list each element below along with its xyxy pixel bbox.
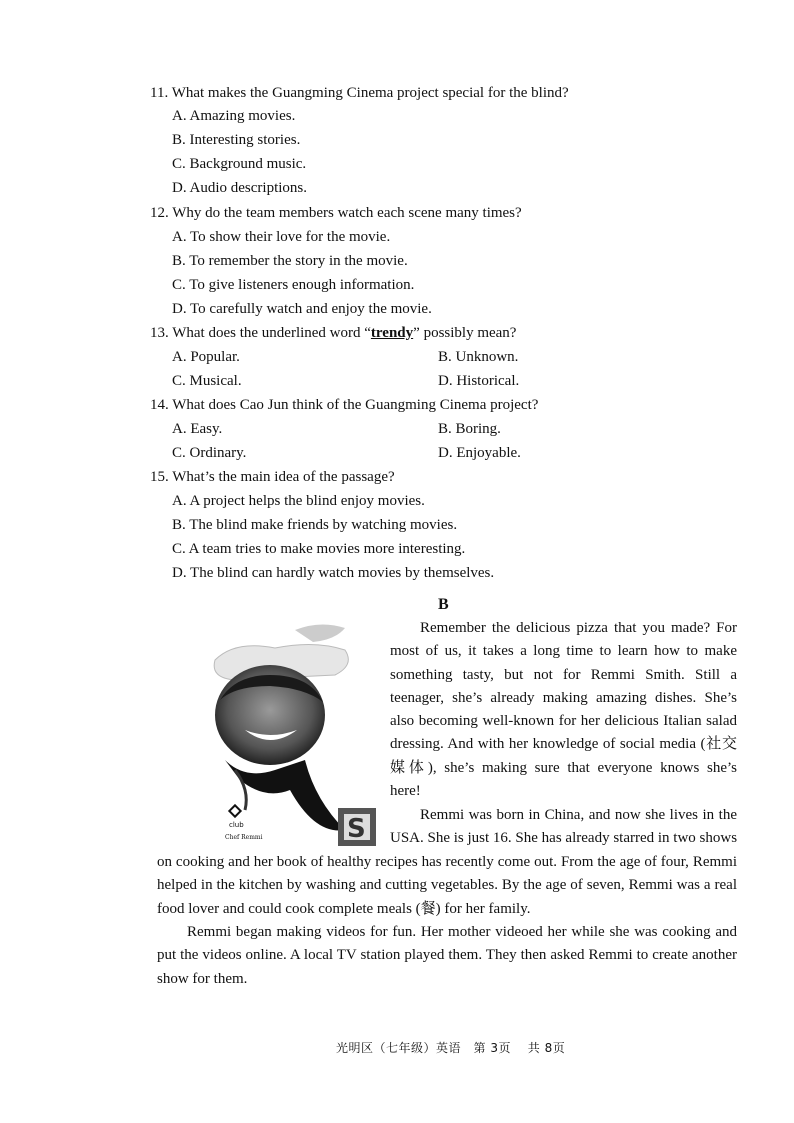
question-14-option-d: D. Enjoyable. [438,445,521,461]
question-15-option-c: C. A team tries to make movies more interesting. [172,541,466,557]
question-13-option-d: D. Historical. [438,373,520,389]
question-12-option-a: A. To show their love for the movie. [172,229,391,245]
passage-paragraph-2-top: Remmi was born in China, and now she lives in the USA. She is just 16. She has already starred in two shows [390,807,738,847]
passage-paragraph-1: Remember the delicious pizza that you made? For most of us, it takes a long time to learn how to make something tasty, but not for Remmi Smith. Still a teenager, she’s already making amazing dishes. She’s also becoming well-known for her delicious Italian salad dressing. And with her knowledge of social media (社交 媒体), she’s making sure that everyone knows she’s here! [390,620,737,800]
question-11-option-c: C. Background music. [172,156,307,172]
question-14-option-c: C. Ordinary. [172,445,247,461]
question-13-option-b: B. Unknown. [438,349,519,365]
question-11-prompt: 11. What makes the Guangming Cinema project special for the blind? [150,85,569,101]
question-11-option-b: B. Interesting stories. [172,132,301,148]
question-12-option-d: D. To carefully watch and enjoy the movie. [172,301,432,317]
question-15-prompt: 15. What’s the main idea of the passage? [150,469,395,485]
question-13-option-a: A. Popular. [172,349,240,365]
logo-text: club [229,821,244,829]
question-12-option-b: B. To remember the story in the movie. [172,253,408,269]
question-14-option-b: B. Boring. [438,421,501,437]
question-15-option-b: B. The blind make friends by watching movies. [172,517,458,533]
question-15-option-a: A. A project helps the blind enjoy movies. [172,493,425,509]
chef-portrait-icon [195,620,385,850]
question-15-option-d: D. The blind can hardly watch movies by themselves. [172,565,495,581]
passage-paragraph-2-bottom: on cooking and her book of healthy recipes has recently come out. From the age of four, Remmi helped in the kitchen by washing and cutting vegetables. By the age of seven, Remmi was a real food lover and could cook complete meals (餐) for her family. [157,854,737,917]
section-title: B [438,596,449,613]
question-14-prompt: 14. What does Cao Jun think of the Guangming Cinema project? [150,397,539,413]
page-footer: 光明区（七年级）英语 第 3页 共 8页 [336,1041,566,1055]
passage-paragraph-3: Remmi began making videos for fun. Her mother videoed her while she was cooking and put the videos online. A local TV station played them. They then asked Remmi to create another show for them. [157,924,737,987]
question-12-option-c: C. To give listeners enough information. [172,277,415,293]
underlined-word: trendy [370,325,414,341]
logo-caption: Chef Remmi [225,834,263,841]
chef-photo [195,620,385,850]
question-14-option-a: A. Easy. [172,421,223,437]
question-11-option-a: A. Amazing movies. [172,108,296,124]
question-12-prompt: 12. Why do the team members watch each scene many times? [150,205,522,221]
badge-letter: S [347,814,366,844]
question-13-prompt: 13. What does the underlined word “trendy” possibly mean? [150,325,517,341]
question-13-option-c: C. Musical. [172,373,242,389]
question-11-option-d: D. Audio descriptions. [172,180,307,196]
